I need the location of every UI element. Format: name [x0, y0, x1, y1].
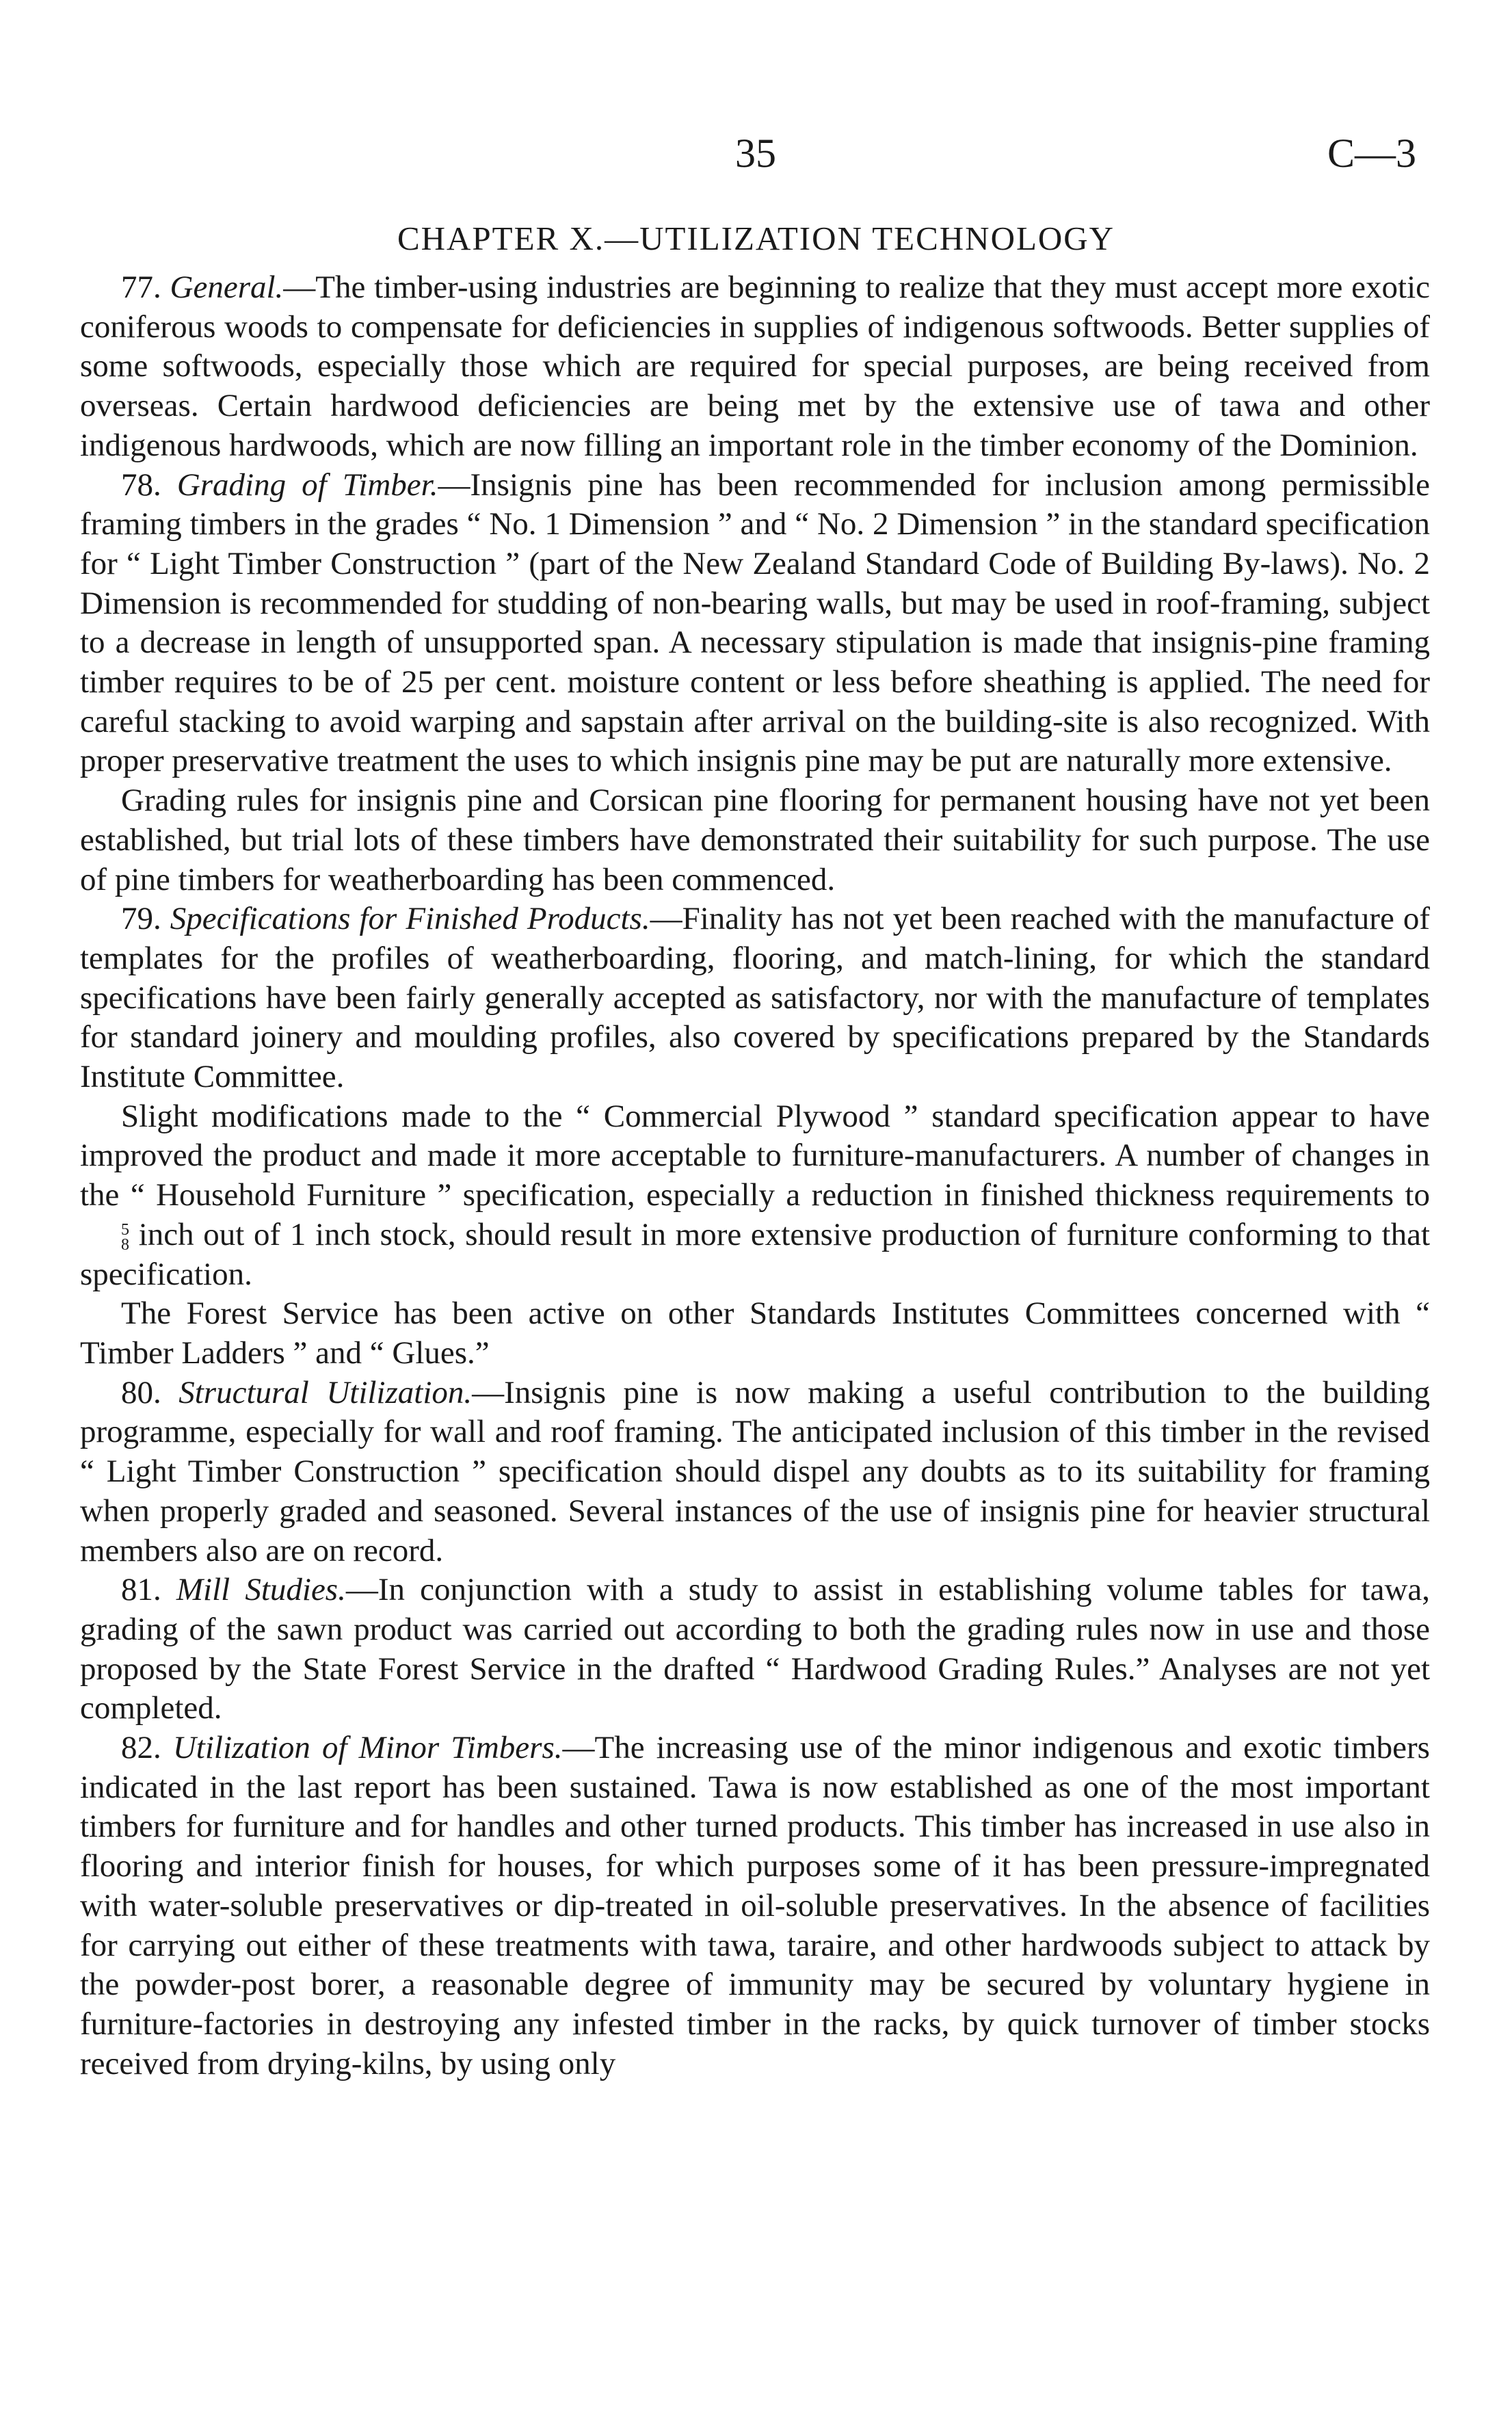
paragraph-number: 81.: [121, 1572, 161, 1608]
paragraph-number: 78.: [121, 466, 161, 503]
paragraph-text: The Forest Service has been active on other Standards Institutes Committees concerned with “ Timber Ladders ” and “ Glues.”: [80, 1296, 1430, 1371]
paragraph-79-continued: [80, 1097, 1430, 1295]
document-reference: C—3: [1327, 131, 1416, 176]
paragraph-text: —The timber-using industries are beginning to realize that they must accept more exotic coniferous woods to compensate for deficiencies in supplies of indigenous softwoods. Better supplies of some softwoods, especially those which are required for special purposes, are being received from overseas. Certain hardwood deficiencies are being met by the extensive use of tawa and other indigenous hardwoods, which are now filling an important role in the timber economy of the Dominion.: [80, 270, 1431, 463]
body-text: [80, 268, 1430, 2084]
paragraph-number: 79.: [121, 901, 161, 937]
paragraph-77: [80, 268, 1430, 466]
paragraph-text: Grading rules for insignis pine and Corsican pine flooring for permanent housing have not yet been established, but trial lots of these timbers have demonstrated their suitability for such purpose. The use of pine timbers for weatherboarding has been commenced.: [80, 783, 1430, 897]
paragraph-heading: Specifications for Finished Products.: [170, 901, 650, 937]
paragraph-79-final: [80, 1294, 1430, 1373]
paragraph-heading: Mill Studies.: [176, 1572, 346, 1608]
paragraph-heading: Grading of Timber.: [176, 466, 438, 503]
paragraph-81: [80, 1571, 1430, 1729]
paragraph-82: [80, 1729, 1430, 2084]
paragraph-80: [80, 1374, 1430, 1571]
chapter-title: CHAPTER X.—UTILIZATION TECHNOLOGY: [397, 220, 1115, 257]
paragraph-text: inch out of 1 inch stock, should result in more extensive production of furniture conforming to that specification.: [80, 1216, 1431, 1292]
paragraph-78-continued: [80, 781, 1430, 899]
paragraph-heading: Structural Utilization.: [178, 1374, 473, 1410]
paragraph-78: [80, 466, 1430, 782]
paragraph-heading: General.: [170, 270, 284, 305]
paragraph-number: 80.: [121, 1374, 161, 1410]
paragraph-text: —The increasing use of the minor indigenous and exotic timbers indicated in the last report has been sustained. Tawa is now established as one of the most important timbers for furniture and for handles and other turned products. This timber has increased in use also in flooring and interior finish for houses, for which purposes some of it has been pressure-impregnated with water-soluble preservatives or dip-treated in oil-soluble preservatives. In the absence of facilities for carrying out either of these treatments with tawa, taraire, and other hardwoods subject to attack by the powder-post borer, a reasonable degree of immunity may be secured by voluntary hygiene in furniture-factories in destroying any infested timber in the racks, by quick turnover of timber stocks received from drying-kilns, by using only: [80, 1730, 1430, 2081]
fraction: [80, 1222, 129, 1252]
paragraph-text: Slight modifications made to the “ Commercial Plywood ” standard specification appear to have improved the product and made it more acceptable to furniture-manufacturers. A number of changes in the “ Household Furniture ” specification, especially a reduction in finished thickness requirements to: [80, 1098, 1430, 1213]
paragraph-79: [80, 899, 1430, 1097]
fraction-denominator: 8: [121, 1236, 129, 1254]
paragraph-text: —Finality has not yet been reached with the manufacture of templates for the profiles of weatherboarding, flooring, and match-lining, for which the standard specifications have been fairly generally accepted as satisfactory, nor with the manufacture of templates for standard joinery and moulding profiles, also covered by specifications prepared by the Standards Institute Committee.: [80, 901, 1430, 1095]
paragraph-text: —Insignis pine has been recommended for inclusion among permissible framing timbers in the grades “ No. 1 Dimension ” and “ No. 2 Dimension ” in the standard specification for “ Light Timber Construction ” (part of the New Zealand Standard Code of Building By-laws). No. 2 Dimension is recommended for studding of non-bearing walls, but may be used in roof-framing, subject to a decrease in length of unsupported span. A necessary stipulation is made that insignis-pine framing timber requires to be of 25 per cent. moisture content or less before sheathing is applied. The need for careful stacking to avoid warping and sapstain after arrival on the building-site is also recognized. With proper preservative treatment the uses to which insignis pine may be put are naturally more extensive.: [80, 466, 1431, 779]
page-number: 35: [735, 131, 776, 176]
paragraph-text: —In conjunction with a study to assist in establishing volume tables for tawa, grading of the sawn product was carried out according to both the grading rules now in use and those proposed by the State Forest Service in the drafted “ Hardwood Grading Rules.” Analyses are not yet completed.: [80, 1572, 1430, 1726]
paragraph-text: —Insignis pine is now making a useful contribution to the building programme, especially for wall and roof framing. The anticipated inclusion of this timber in the revised “ Light Timber Construction ” specification should dispel any doubts as to its suitability for framing when properly graded and seasoned. Several instances of the use of insignis pine for heavier structural members also are on record.: [80, 1374, 1431, 1568]
fraction-numerator: 5: [121, 1221, 129, 1239]
paragraph-heading: Utilization of Minor Timbers.: [172, 1730, 563, 1766]
paragraph-number: 82.: [121, 1730, 161, 1766]
paragraph-number: 77.: [121, 270, 161, 305]
